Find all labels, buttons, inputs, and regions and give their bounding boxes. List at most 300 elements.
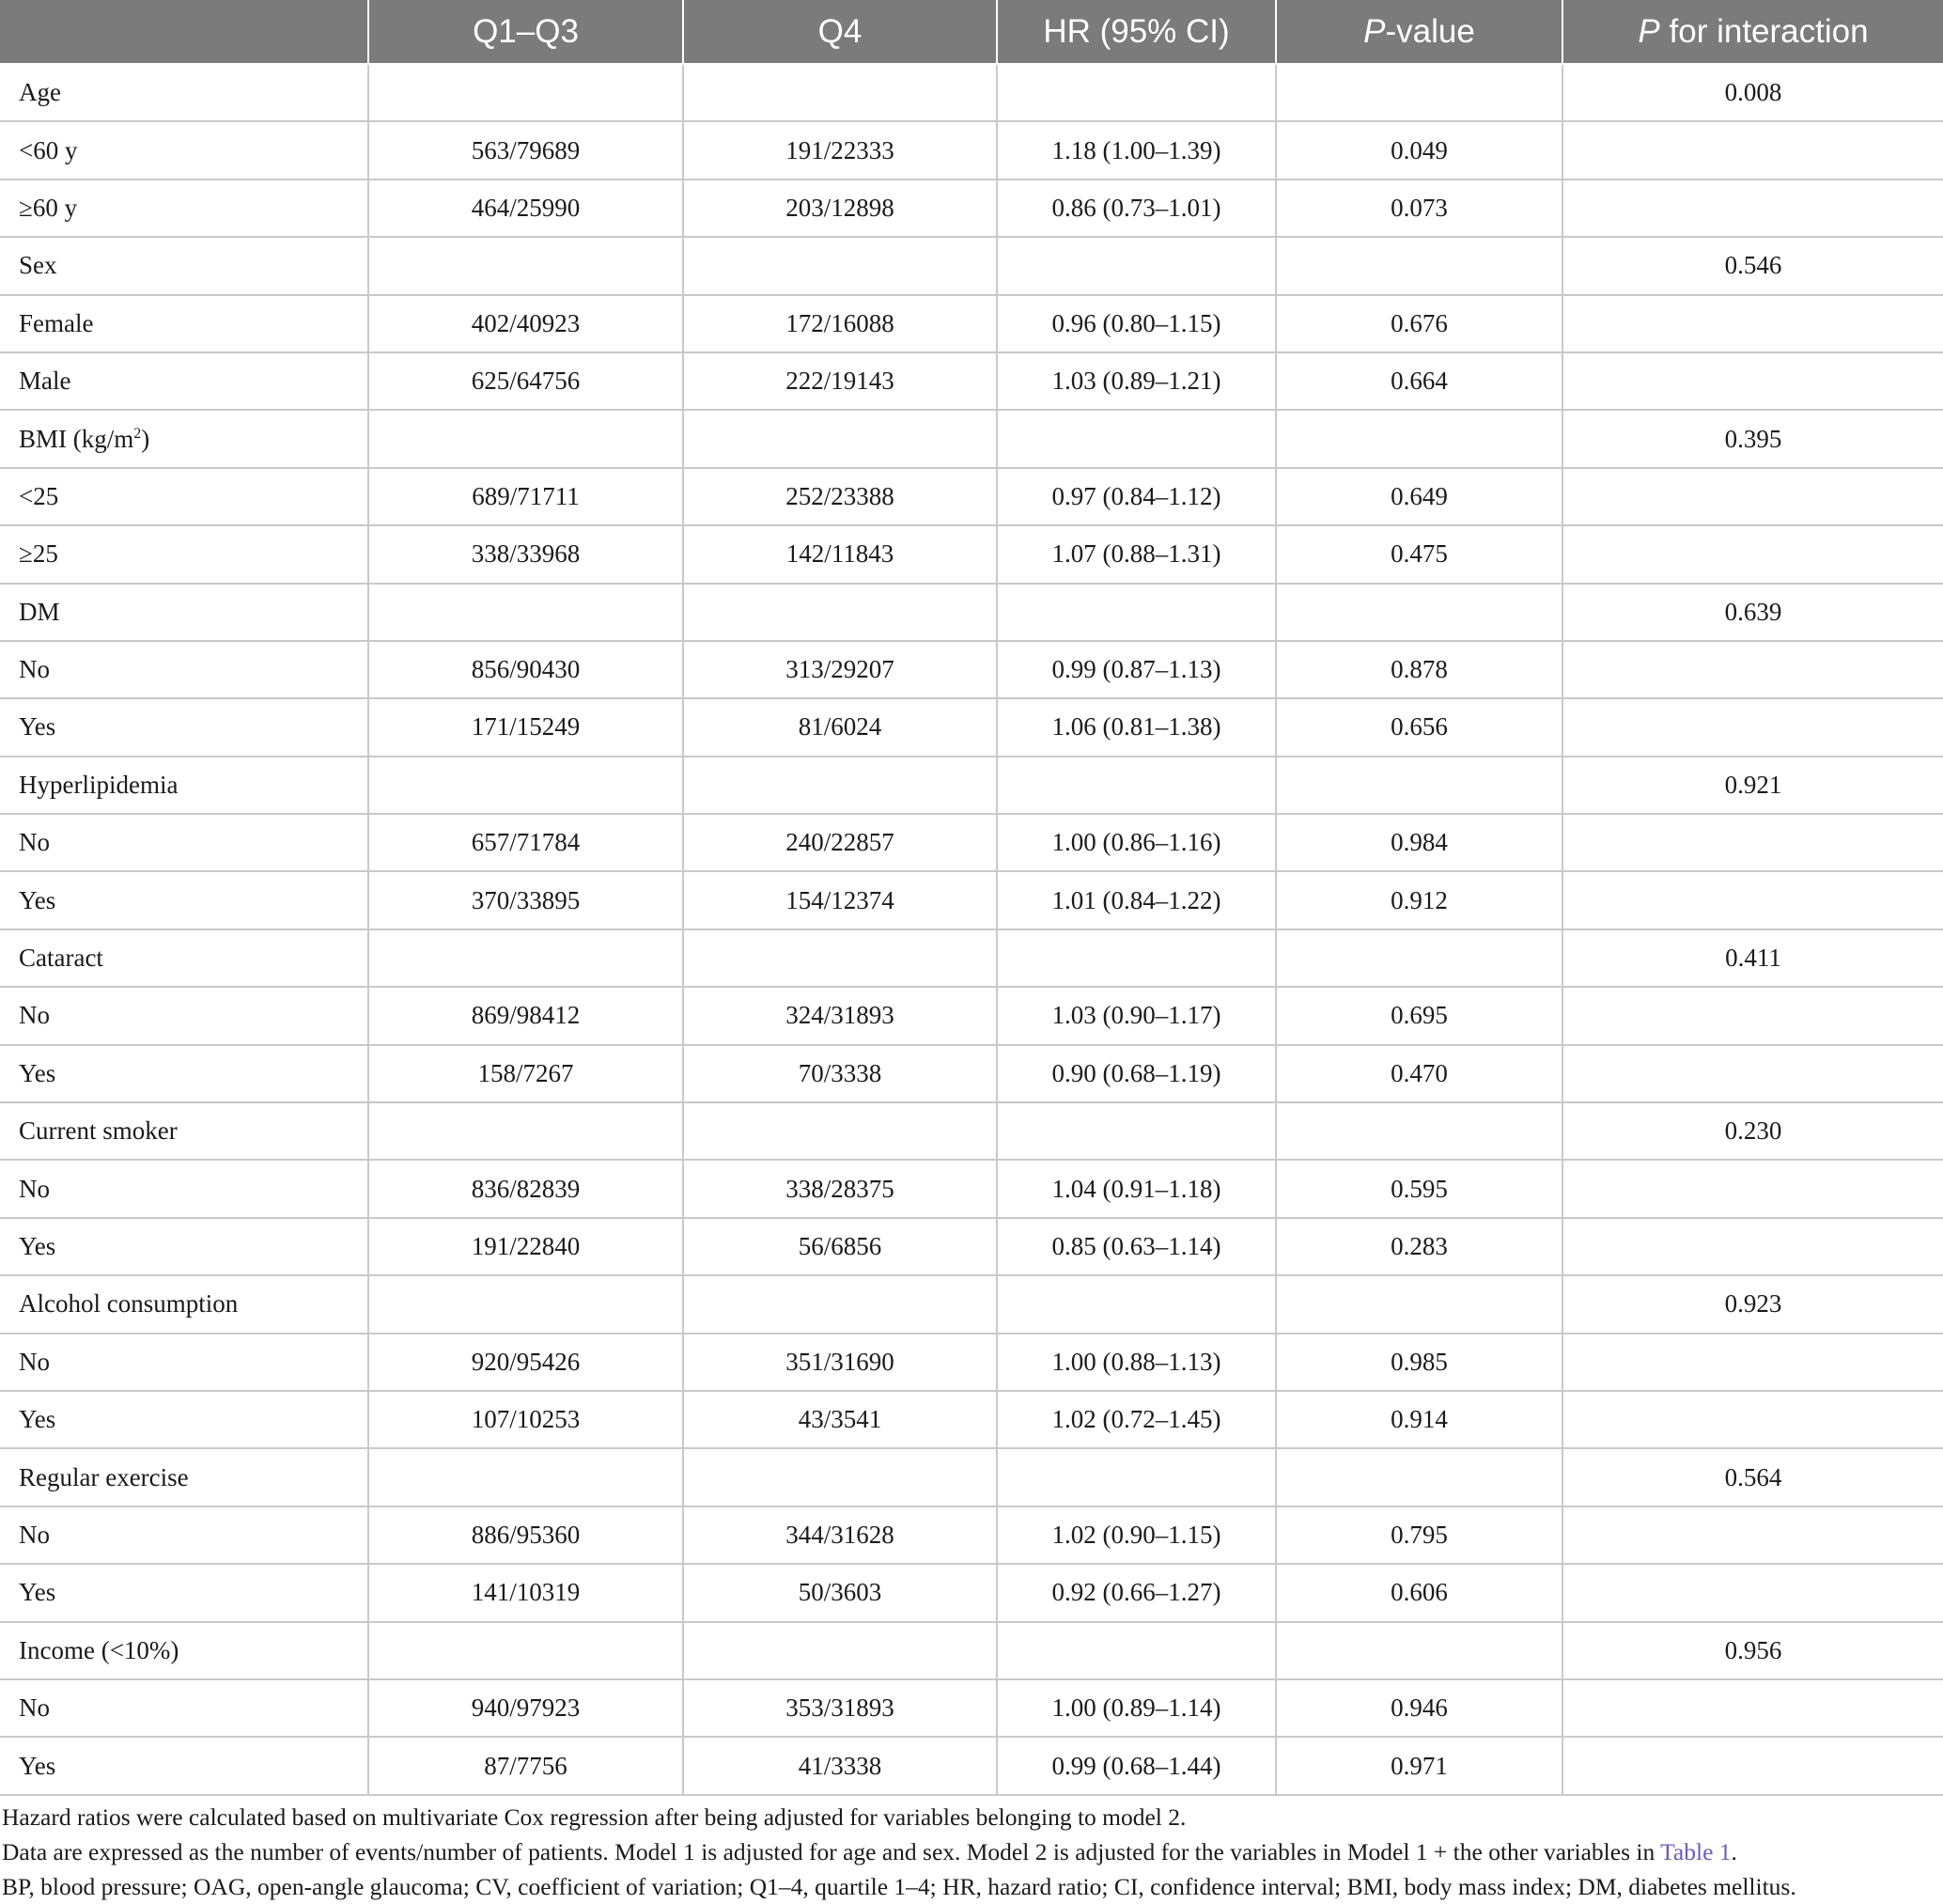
cell-text: 0.99 (0.68–1.44) <box>1051 1751 1221 1780</box>
subgroup-cell <box>0 1275 368 1333</box>
cell-text: 1.06 (0.81–1.38) <box>1051 712 1221 741</box>
hr-ci-cell <box>997 1391 1276 1448</box>
header-p-italic: P <box>1363 12 1386 50</box>
p-interaction-cell <box>1562 295 1943 352</box>
hr-ci-cell <box>997 814 1276 871</box>
cell-text: 1.01 (0.84–1.22) <box>1051 885 1221 914</box>
q4-cell <box>683 1102 997 1160</box>
p-value-cell <box>1276 757 1562 814</box>
hr-ci-cell <box>997 1218 1276 1275</box>
cell-text: 0.971 <box>1391 1751 1448 1780</box>
q4-cell <box>683 179 997 237</box>
q4-cell <box>683 525 997 583</box>
table-row <box>0 1448 1943 1506</box>
cell-text: 869/98412 <box>471 1001 581 1030</box>
p-interaction-cell <box>1562 871 1943 929</box>
p-interaction-cell <box>1562 64 1943 121</box>
q1-q3-cell <box>368 1737 683 1794</box>
hr-ci-cell <box>997 929 1276 987</box>
q4-cell <box>683 1160 997 1217</box>
cell-text: No <box>19 1001 50 1030</box>
subgroup-cell <box>0 757 368 814</box>
cell-text: Hyperlipidemia <box>19 770 179 799</box>
subgroup-cell <box>0 410 368 467</box>
q1-q3-cell <box>368 871 683 929</box>
p-interaction-cell <box>1562 1160 1943 1217</box>
hr-ci-cell <box>997 584 1276 641</box>
q4-cell <box>683 1218 997 1275</box>
p-value-cell <box>1276 1218 1562 1275</box>
cell-text: 0.912 <box>1391 885 1448 914</box>
q4-cell <box>683 1045 997 1102</box>
q1-q3-cell <box>368 1045 683 1102</box>
q1-q3-cell <box>368 295 683 352</box>
cell-text: 1.02 (0.90–1.15) <box>1051 1520 1221 1549</box>
table-body <box>0 64 1943 1795</box>
table-row <box>0 237 1943 294</box>
header-row <box>0 0 1943 64</box>
cell-text: No <box>19 1693 50 1723</box>
q1-q3-cell <box>368 1275 683 1333</box>
cell-text: 0.956 <box>1724 1635 1782 1664</box>
p-value-cell <box>1276 121 1562 179</box>
header-p-value-text: -value <box>1385 12 1475 50</box>
hr-ci-cell <box>997 121 1276 179</box>
q1-q3-cell <box>368 1334 683 1391</box>
subgroup-cell <box>0 295 368 352</box>
bmi-suffix: ) <box>141 424 150 453</box>
subgroup-cell <box>0 121 368 179</box>
q4-cell <box>683 468 997 525</box>
p-value-cell <box>1276 1334 1562 1391</box>
p-value-cell <box>1276 1448 1562 1506</box>
table-row <box>0 179 1943 237</box>
cell-text: 344/31628 <box>785 1520 894 1549</box>
q1-q3-cell <box>368 584 683 641</box>
cell-text: Income (<10%) <box>19 1635 179 1664</box>
q1-q3-cell <box>368 1448 683 1506</box>
cell-text: 1.03 (0.90–1.17) <box>1051 1001 1221 1030</box>
subgroup-cell <box>0 1564 368 1621</box>
cell-text: DM <box>19 597 60 626</box>
p-interaction-cell <box>1562 1275 1943 1333</box>
subgroup-cell <box>0 1334 368 1391</box>
cell-text: 563/79689 <box>471 135 581 164</box>
cell-text: 70/3338 <box>798 1058 882 1087</box>
subgroup-cell <box>0 1679 368 1737</box>
cell-text: 0.639 <box>1724 597 1782 626</box>
p-interaction-cell <box>1562 698 1943 756</box>
q4-cell <box>683 871 997 929</box>
table-row <box>0 1564 1943 1621</box>
cell-text: 0.664 <box>1391 367 1448 396</box>
header-p-value <box>1276 0 1562 64</box>
p-value-cell <box>1276 468 1562 525</box>
cell-text: 0.985 <box>1391 1347 1448 1376</box>
p-interaction-cell <box>1562 410 1943 467</box>
p-value-cell <box>1276 1102 1562 1160</box>
subgroup-cell <box>0 64 368 121</box>
q4-cell <box>683 1564 997 1621</box>
cell-text: Sex <box>19 251 57 280</box>
header-q1-q3: Q1–Q3 <box>368 0 683 64</box>
cell-text: 0.984 <box>1391 828 1448 857</box>
cell-text: 689/71711 <box>472 481 580 510</box>
cell-text: 313/29207 <box>785 655 894 684</box>
q4-cell <box>683 757 997 814</box>
cell-text: 158/7267 <box>477 1058 574 1087</box>
table-row <box>0 1506 1943 1564</box>
table-row <box>0 64 1943 121</box>
footnote-abbreviations: BP, blood pressure; OAG, open-angle glaucoma; CV, coefficient of variation; Q1–4, quartile 1–4; HR, hazard ratio; CI, confidence interval; BMI, body mass index; DM, diabetes mellitus. <box>2 1872 1796 1900</box>
cell-text: 0.649 <box>1391 481 1448 510</box>
footnote-models <box>2 1834 1943 1869</box>
table-row <box>0 929 1943 987</box>
q4-cell <box>683 1679 997 1737</box>
p-value-cell <box>1276 1506 1562 1564</box>
p-value-cell <box>1276 929 1562 987</box>
p-value-cell <box>1276 352 1562 410</box>
cell-text: 1.04 (0.91–1.18) <box>1051 1174 1221 1203</box>
q4-cell <box>683 295 997 352</box>
cell-text: Age <box>19 78 61 107</box>
cell-text: 1.18 (1.00–1.39) <box>1051 135 1221 164</box>
cell-text: 1.00 (0.88–1.13) <box>1051 1347 1221 1376</box>
subgroup-cell <box>0 1448 368 1506</box>
p-interaction-cell <box>1562 1045 1943 1102</box>
cell-text: 0.411 <box>1725 944 1781 973</box>
cell-text: 657/71784 <box>471 828 581 857</box>
hr-ci-cell <box>997 64 1276 121</box>
subgroup-cell <box>0 871 368 929</box>
hr-ci-cell <box>997 295 1276 352</box>
q4-cell <box>683 352 997 410</box>
q1-q3-cell <box>368 1102 683 1160</box>
cell-text: 171/15249 <box>471 712 581 741</box>
q1-q3-cell <box>368 525 683 583</box>
q1-q3-cell <box>368 757 683 814</box>
p-interaction-cell <box>1562 1564 1943 1621</box>
p-interaction-cell <box>1562 1737 1943 1794</box>
q4-cell <box>683 1391 997 1448</box>
cell-text: 324/31893 <box>785 1001 894 1030</box>
q1-q3-cell <box>368 929 683 987</box>
cell-text: 43/3541 <box>798 1405 882 1434</box>
cell-text: Current smoker <box>19 1116 178 1146</box>
hr-ci-cell <box>997 352 1276 410</box>
table-row <box>0 525 1943 583</box>
table-row <box>0 1160 1943 1217</box>
hr-ci-cell <box>997 1045 1276 1102</box>
hr-ci-cell <box>997 987 1276 1044</box>
cell-text: 0.878 <box>1391 655 1448 684</box>
p-interaction-cell <box>1562 1448 1943 1506</box>
cell-text: 191/22333 <box>785 135 894 164</box>
q4-cell <box>683 1275 997 1333</box>
table-footnotes <box>0 1796 1943 1904</box>
cell-text: 836/82839 <box>471 1174 581 1203</box>
hr-ci-cell <box>997 179 1276 237</box>
cell-text: 464/25990 <box>471 193 581 222</box>
cell-text: 0.96 (0.80–1.15) <box>1051 308 1221 337</box>
table-row <box>0 814 1943 871</box>
hr-ci-cell <box>997 1506 1276 1564</box>
q1-q3-cell <box>368 1622 683 1679</box>
hr-ci-cell <box>997 1679 1276 1737</box>
cell-text: 203/12898 <box>785 193 894 222</box>
q4-cell <box>683 641 997 698</box>
hr-ci-cell <box>997 698 1276 756</box>
cell-text: 191/22840 <box>471 1232 581 1260</box>
p-interaction-cell <box>1562 1218 1943 1275</box>
cell-text: 0.676 <box>1391 308 1448 337</box>
q1-q3-cell <box>368 814 683 871</box>
cell-text: 338/28375 <box>785 1174 894 1203</box>
table-row <box>0 698 1943 756</box>
subgroup-cell <box>0 1506 368 1564</box>
table-row <box>0 1045 1943 1102</box>
cell-text: 0.92 (0.66–1.27) <box>1051 1578 1221 1607</box>
p-value-cell <box>1276 1679 1562 1737</box>
cell-text: 56/6856 <box>798 1232 882 1260</box>
cell-text: 0.564 <box>1724 1462 1782 1491</box>
cell-text: 87/7756 <box>484 1751 567 1780</box>
q1-q3-cell <box>368 1218 683 1275</box>
cell-text: 0.86 (0.73–1.01) <box>1051 193 1221 222</box>
subgroup-cell <box>0 1622 368 1679</box>
q4-cell <box>683 584 997 641</box>
p-value-cell <box>1276 584 1562 641</box>
hr-ci-cell <box>997 1564 1276 1621</box>
cell-text: Yes <box>19 1058 56 1087</box>
header-q4: Q4 <box>683 0 997 64</box>
p-interaction-cell <box>1562 525 1943 583</box>
p-value-cell <box>1276 525 1562 583</box>
cell-text: 0.546 <box>1724 251 1782 280</box>
table-row <box>0 352 1943 410</box>
cell-text: 252/23388 <box>785 481 894 510</box>
subgroup-cell <box>0 1218 368 1275</box>
subgroup-cell <box>0 352 368 410</box>
cell-text: Yes <box>19 1232 56 1260</box>
cell-text: Yes <box>19 1405 56 1434</box>
hr-ci-cell <box>997 871 1276 929</box>
q1-q3-cell <box>368 987 683 1044</box>
cell-text: 0.606 <box>1391 1578 1448 1607</box>
p-value-cell <box>1276 1622 1562 1679</box>
table-row <box>0 584 1943 641</box>
cell-text: 0.695 <box>1391 1001 1448 1030</box>
table-header <box>0 0 1943 64</box>
cell-text: 141/10319 <box>471 1578 581 1607</box>
p-value-cell <box>1276 410 1562 467</box>
q1-q3-cell <box>368 698 683 756</box>
cell-text: 0.923 <box>1724 1289 1782 1319</box>
q1-q3-cell <box>368 1160 683 1217</box>
q4-cell <box>683 1737 997 1794</box>
table-row <box>0 1218 1943 1275</box>
subgroup-cell <box>0 641 368 698</box>
table-row <box>0 468 1943 525</box>
q1-q3-cell <box>368 1564 683 1621</box>
cell-text: 107/10253 <box>471 1405 581 1434</box>
hr-ci-cell <box>997 1737 1276 1794</box>
header-hr-ci: HR (95% CI) <box>997 0 1276 64</box>
subgroup-cell <box>0 1160 368 1217</box>
p-value-cell <box>1276 814 1562 871</box>
cell-text: 0.795 <box>1391 1520 1448 1549</box>
cell-text: 0.073 <box>1391 193 1448 222</box>
cell-text: 0.475 <box>1391 539 1448 569</box>
hr-ci-cell <box>997 1102 1276 1160</box>
cell-text: 370/33895 <box>471 885 581 914</box>
hr-ci-cell <box>997 757 1276 814</box>
hr-ci-cell <box>997 525 1276 583</box>
p-value-cell <box>1276 237 1562 294</box>
table-row <box>0 121 1943 179</box>
cell-text: ≥25 <box>19 539 58 569</box>
subgroup-cell <box>0 237 368 294</box>
q1-q3-cell <box>368 179 683 237</box>
cell-text: No <box>19 828 50 857</box>
cell-text: Regular exercise <box>19 1462 189 1491</box>
cell-text: 940/97923 <box>471 1693 581 1723</box>
cell-text: 240/22857 <box>785 828 894 857</box>
cell-text: No <box>19 1347 50 1376</box>
q1-q3-cell <box>368 237 683 294</box>
p-interaction-cell <box>1562 468 1943 525</box>
subgroup-cell <box>0 468 368 525</box>
q4-cell <box>683 64 997 121</box>
cell-text: Yes <box>19 1751 56 1780</box>
header-p-italic: P <box>1638 12 1660 50</box>
cell-text: 0.90 (0.68–1.19) <box>1051 1058 1221 1087</box>
table-row <box>0 757 1943 814</box>
cell-text: 0.049 <box>1391 135 1448 164</box>
subgroup-cell <box>0 525 368 583</box>
p-interaction-cell <box>1562 1334 1943 1391</box>
q4-cell <box>683 1334 997 1391</box>
p-interaction-cell <box>1562 584 1943 641</box>
hr-ci-cell <box>997 468 1276 525</box>
cell-text: 402/40923 <box>471 308 581 337</box>
cell-text: Male <box>19 367 71 396</box>
p-value-cell <box>1276 641 1562 698</box>
cell-text: <60 y <box>19 135 78 164</box>
cell-text: 351/31690 <box>785 1347 894 1376</box>
q4-cell <box>683 1506 997 1564</box>
p-value-cell <box>1276 987 1562 1044</box>
cell-text: 0.97 (0.84–1.12) <box>1051 481 1221 510</box>
p-value-cell <box>1276 179 1562 237</box>
cell-text: Yes <box>19 885 56 914</box>
cell-text: No <box>19 655 50 684</box>
subgroup-cell <box>0 1391 368 1448</box>
footnote-models-end: . <box>1731 1837 1737 1865</box>
cell-text: 0.946 <box>1391 1693 1448 1723</box>
cell-text: 0.85 (0.63–1.14) <box>1051 1232 1221 1260</box>
subgroup-cell <box>0 987 368 1044</box>
p-interaction-cell <box>1562 641 1943 698</box>
q1-q3-cell <box>368 352 683 410</box>
cell-text: 0.230 <box>1724 1116 1782 1146</box>
cell-text: 0.595 <box>1391 1174 1448 1203</box>
subgroup-cell <box>0 179 368 237</box>
cell-text: No <box>19 1174 50 1203</box>
cell-text: 353/31893 <box>785 1693 894 1723</box>
cell-text: 0.921 <box>1724 770 1782 799</box>
table-row <box>0 1334 1943 1391</box>
subgroup-cell <box>0 1102 368 1160</box>
cell-text: BMI (kg/m <box>19 424 134 453</box>
q1-q3-cell <box>368 1391 683 1448</box>
cell-text: ≥60 y <box>19 193 78 222</box>
cell-text: 50/3603 <box>798 1578 882 1607</box>
cell-text: 154/12374 <box>785 885 894 914</box>
cell-text: 41/3338 <box>798 1751 882 1780</box>
header-p-interaction <box>1562 0 1943 64</box>
p-value-cell <box>1276 871 1562 929</box>
table-row <box>0 1275 1943 1333</box>
cell-text: 142/11843 <box>785 539 894 569</box>
cell-text: 886/95360 <box>471 1520 581 1549</box>
p-interaction-cell <box>1562 352 1943 410</box>
p-interaction-cell <box>1562 237 1943 294</box>
cell-text: 1.00 (0.86–1.16) <box>1051 828 1221 857</box>
cell-text: Yes <box>19 1578 56 1607</box>
table-row <box>0 410 1943 467</box>
q4-cell <box>683 987 997 1044</box>
subgroup-cell <box>0 1737 368 1794</box>
cell-text: Female <box>19 308 94 337</box>
cell-text: 0.283 <box>1391 1232 1448 1260</box>
hr-ci-cell <box>997 1275 1276 1333</box>
q4-cell <box>683 1448 997 1506</box>
subgroup-cell <box>0 1045 368 1102</box>
hr-ci-cell <box>997 1622 1276 1679</box>
cell-text: 1.03 (0.89–1.21) <box>1051 367 1221 396</box>
p-interaction-cell <box>1562 1679 1943 1737</box>
subgroup-cell <box>0 929 368 987</box>
hr-ci-cell <box>997 237 1276 294</box>
cell-text: 0.395 <box>1724 424 1782 453</box>
subgroup-cell <box>0 584 368 641</box>
table-row <box>0 641 1943 698</box>
cell-text: 222/19143 <box>785 367 894 396</box>
p-value-cell <box>1276 1275 1562 1333</box>
q1-q3-cell <box>368 641 683 698</box>
p-value-cell <box>1276 698 1562 756</box>
p-value-cell <box>1276 1391 1562 1448</box>
cell-text: 0.99 (0.87–1.13) <box>1051 655 1221 684</box>
hr-ci-cell <box>997 1334 1276 1391</box>
cell-text: Cataract <box>19 944 103 973</box>
subgroup-cell <box>0 814 368 871</box>
q4-cell <box>683 237 997 294</box>
cell-text: 920/95426 <box>471 1347 581 1376</box>
p-interaction-cell <box>1562 1391 1943 1448</box>
p-value-cell <box>1276 1045 1562 1102</box>
table-row <box>0 1737 1943 1794</box>
p-value-cell <box>1276 295 1562 352</box>
cell-text: Alcohol consumption <box>19 1289 239 1319</box>
cell-text: 1.00 (0.89–1.14) <box>1051 1693 1221 1723</box>
subgroup-cell <box>0 698 368 756</box>
hr-ci-cell <box>997 1160 1276 1217</box>
table-1-link[interactable]: Table 1 <box>1660 1837 1732 1865</box>
cell-text: 172/16088 <box>785 308 894 337</box>
q4-cell <box>683 121 997 179</box>
